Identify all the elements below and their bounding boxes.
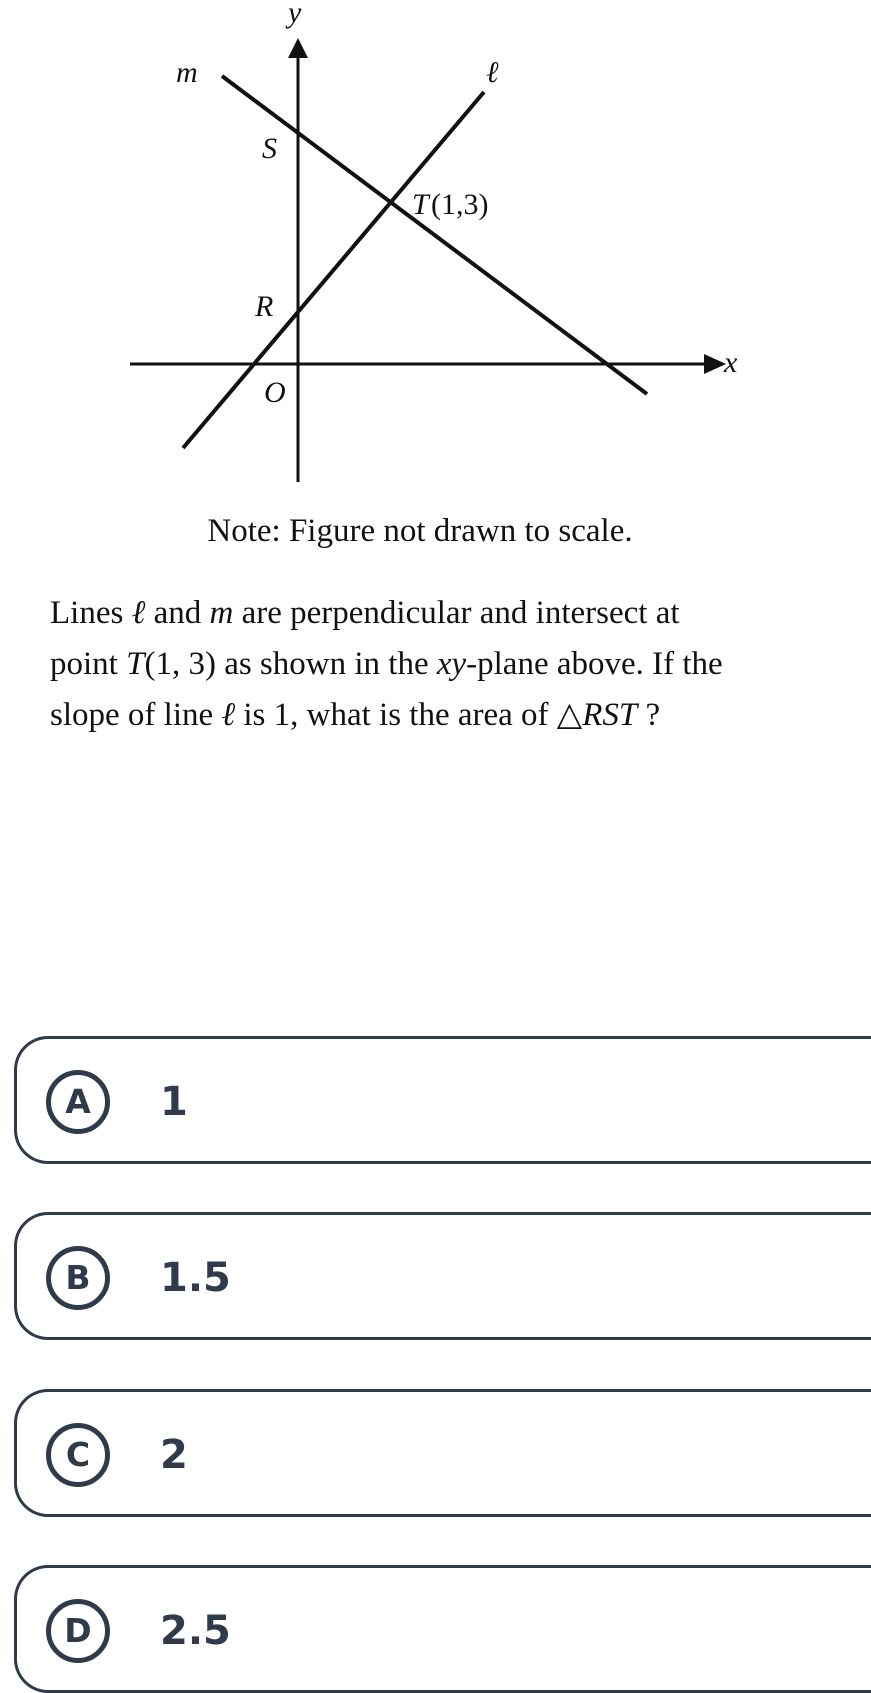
choice-value: 2	[160, 1432, 188, 1478]
question-text-fragment: slope of line	[50, 697, 222, 733]
question-text-fragment: is 1, what is the area of	[235, 697, 557, 733]
x-axis-label: x	[724, 346, 738, 379]
point-r-label: R	[255, 290, 274, 323]
line-l-symbol: ℓ	[221, 697, 236, 733]
question-text	[50, 588, 850, 741]
point-t-label: T	[412, 188, 429, 221]
line-m	[222, 76, 647, 394]
line-l-symbol: ℓ	[131, 595, 146, 631]
question-text-fragment: and	[145, 595, 210, 631]
line-m-symbol: m	[209, 595, 234, 631]
coordinate-figure	[0, 0, 871, 560]
line-l-label: ℓ	[486, 56, 499, 89]
choice-letter-a: A	[46, 1070, 110, 1134]
triangle-rst-symbol: RST	[582, 697, 638, 733]
x-axis-arrow	[704, 354, 726, 374]
point-t-coordinates: (1, 3)	[144, 646, 216, 682]
choice-letter-b: B	[46, 1246, 110, 1310]
question-text-fragment: are perpendicular and intersect at	[233, 595, 680, 631]
choice-b-button[interactable]	[14, 1212, 871, 1340]
figure-note: Note: Figure not drawn to scale.	[207, 513, 633, 549]
choice-letter-d: D	[46, 1599, 110, 1663]
question-line-1	[50, 588, 850, 639]
line-l	[183, 92, 484, 448]
xy-symbol: xy	[436, 646, 467, 682]
question-text-fragment: as shown in the	[215, 646, 437, 682]
choice-d-button[interactable]	[14, 1565, 871, 1693]
triangle-symbol: △	[556, 697, 583, 733]
point-t-coords: (1,3)	[431, 188, 489, 221]
choice-letter-c: C	[46, 1423, 110, 1487]
question-text-fragment: Lines	[50, 595, 132, 631]
line-m-label: m	[176, 56, 198, 89]
choice-c-button[interactable]	[14, 1389, 871, 1517]
point-o-label: O	[264, 376, 286, 409]
point-s-label: S	[262, 132, 277, 165]
choice-value: 2.5	[160, 1608, 231, 1654]
question-text-fragment: point	[50, 646, 127, 682]
question-text-fragment: ?	[637, 697, 661, 733]
choice-value: 1.5	[160, 1255, 231, 1301]
y-axis-arrow	[288, 38, 308, 58]
choice-a-button[interactable]	[14, 1036, 871, 1164]
y-axis-label: y	[288, 0, 302, 29]
question-text-fragment: -plane above. If the	[466, 646, 723, 682]
choice-value: 1	[160, 1079, 188, 1125]
point-t-symbol: T	[126, 646, 145, 682]
question-line-3	[50, 690, 850, 741]
question-line-2	[50, 639, 850, 690]
